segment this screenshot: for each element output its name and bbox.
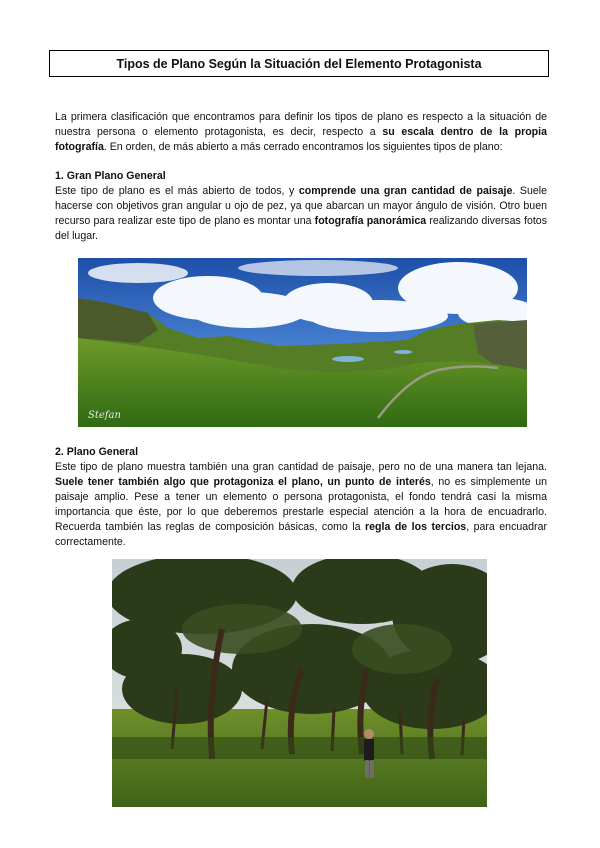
section1-text-1: Este tipo de plano es el más abierto de todos, y [55, 185, 299, 197]
intro-bold-1: su escala dentro de la propia fotografía [55, 126, 547, 153]
intro-text-1: La primera clasificación que encontramos para definir los tipos de plano es respecto a la situación de nuestra persona o elemento protagonista, es decir, respecto a [55, 111, 547, 138]
page-title: Tipos de Plano Según la Situación del Elemento Protagonista [116, 56, 482, 71]
panoramic-landscape-photo [78, 258, 527, 427]
intro-text-2: . En orden, de más abierto a más cerrado encontramos los siguientes tipos de plano: [103, 141, 503, 153]
section2-text-1: Este tipo de plano muestra también una gran cantidad de paisaje, pero no de una manera tan lejana. [55, 461, 547, 473]
section1-text-2: . Suele hacerse con objetivos gran angular u ojo de pez, ya que abarcan un mayor ángulo de visión. Otro buen recurso para realizar este tipo de plano es montar una [55, 185, 547, 227]
forest-person-photo [112, 559, 487, 807]
page-title-box [49, 50, 549, 77]
section1-heading: 1. Gran Plano General [55, 170, 166, 182]
section1-bold-2: fotografía panorámica [314, 215, 427, 227]
section2-bold-1: Suele tener también algo que protagoniza el plano, un punto de interés [55, 476, 431, 488]
section2-paragraph [55, 460, 547, 550]
section2-text-3: , para encuadrar correctamente. [55, 521, 547, 548]
section1-bold-1: comprende una gran cantidad de paisaje [298, 185, 513, 197]
section1-text-3: realizando diversas fotos del lugar. [55, 215, 547, 242]
standing-person [364, 729, 374, 778]
intro-paragraph [55, 110, 547, 155]
section1-paragraph [55, 184, 547, 244]
section2-heading: 2. Plano General [55, 446, 139, 458]
photo-signature: Stefan [88, 410, 121, 421]
section2-text-2: , no es simplemente un paisaje amplio. Pese a tener un elemento o persona protagonista, el fondo tendrá casi la misma importancia que éste, por lo que deberemos prestarle especial atención a la hora de encuadrarlo. Recuerda también las reglas de composición básicas, como la [55, 476, 547, 533]
section2-bold-2: regla de los tercios [365, 521, 467, 533]
